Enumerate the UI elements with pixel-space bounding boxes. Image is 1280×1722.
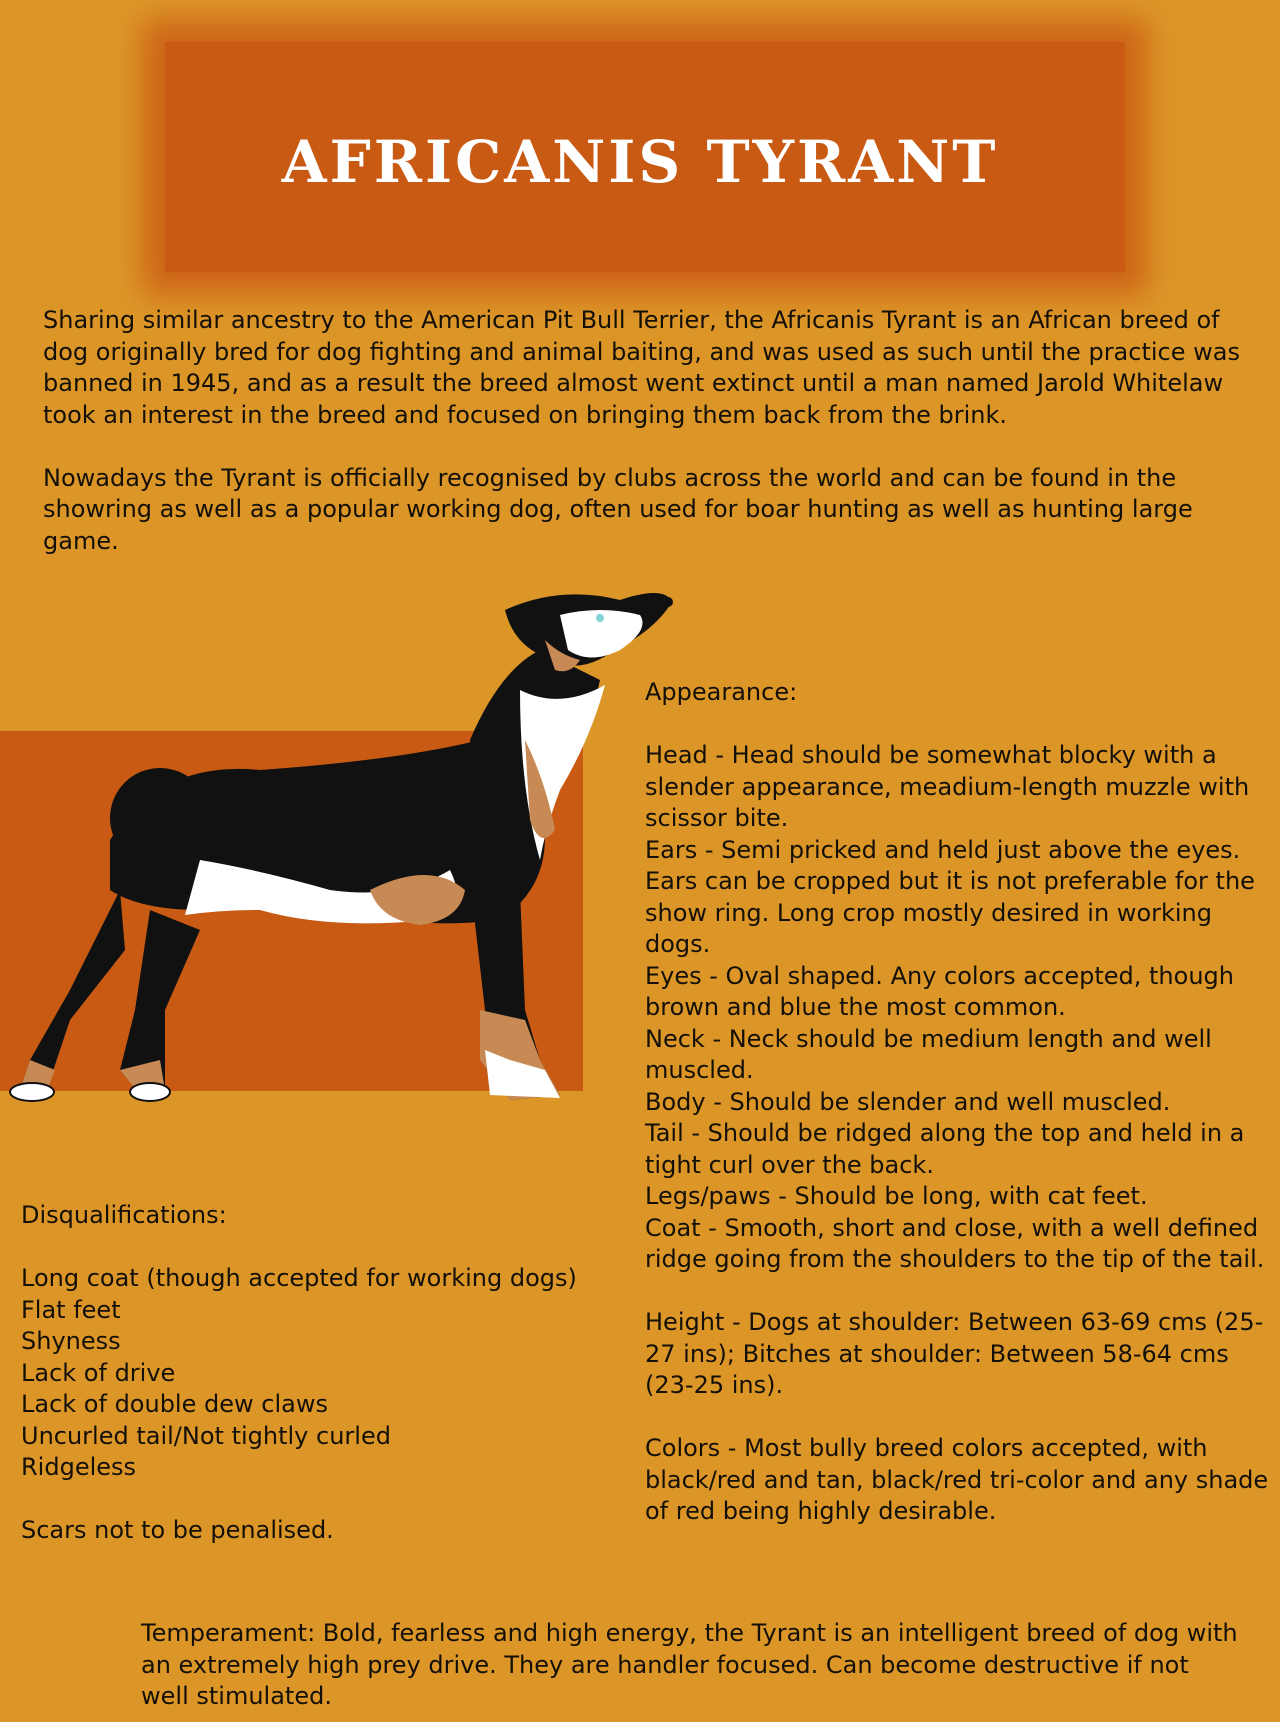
trait-legs-paws: Legs/paws - Should be long, with cat feet. — [645, 1182, 1148, 1210]
disqualification-item: Lack of double dew claws — [21, 1390, 328, 1418]
dog-illustration — [0, 590, 700, 1210]
page-title: AFRICANIS TYRANT — [281, 128, 999, 196]
disqualifications-section — [21, 1200, 581, 1547]
colors-spec: Colors - Most bully breed colors accepted, with black/red and tan, black/red tri-color and any shade of red being highly desirable. — [645, 1434, 1269, 1525]
intro-paragraph: Nowadays the Tyrant is officially recognised by clubs across the world and can be found in the showring as well as a popular working dog, often used for boar hunting as well as hunting large game. — [43, 463, 1193, 555]
disqualification-item: Flat feet — [21, 1295, 121, 1324]
trait-body: Body - Should be slender and well muscled. — [645, 1087, 1171, 1116]
temperament-text: Temperament: Bold, fearless and high energy, the Tyrant is an intelligent breed of dog with an extremely high prey drive. They are handler focused. Can become destructive if not well stimulated. — [141, 1619, 1238, 1710]
trait-neck: Neck - Neck should be medium length and well muscled. — [645, 1024, 1212, 1084]
disqualification-item: Long coat (though accepted for working dogs) — [21, 1264, 577, 1292]
disqualification-item: Shyness — [21, 1327, 121, 1355]
disqualification-note: Scars not to be penalised. — [21, 1516, 334, 1544]
disqualification-item: Uncurled tail/Not tightly curled — [21, 1421, 391, 1450]
intro-section — [43, 305, 1243, 557]
trait-tail: Tail - Should be ridged along the top and held in a tight curl over the back. — [645, 1119, 1245, 1179]
trait-eyes: Eyes - Oval shaped. Any colors accepted, though brown and blue the most common. — [645, 961, 1234, 1021]
height-spec: Height - Dogs at shoulder: Between 63-69 cms (25-27 ins); Bitches at shoulder: Between 58-64 cms (23-25 ins). — [645, 1308, 1264, 1399]
dog-nose — [663, 597, 673, 607]
intro-paragraph: Sharing similar ancestry to the American Pit Bull Terrier, the Africanis Tyrant is an African breed of dog originally bred for dog fighting and animal baiting, and was used as such until the practice was banned in 1945, and as a result the breed almost went extinct until a man named Jarold Whitelaw took an interest in the breed and focused on bringing them back from the brink. — [43, 306, 1240, 429]
disqualifications-heading: Disqualifications: — [21, 1201, 227, 1229]
temperament-section — [141, 1618, 1241, 1713]
appearance-section — [645, 677, 1280, 1528]
disqualification-item: Lack of drive — [21, 1358, 176, 1387]
trait-ears: Ears - Semi pricked and held just above the eyes. Ears can be cropped but it is not preferable for the show ring. Long crop mostly desired in working dogs. — [645, 835, 1255, 958]
appearance-heading: Appearance: — [645, 678, 798, 706]
trait-coat: Coat - Smooth, short and close, with a well defined ridge going from the shoulders to the tip of the tail. — [645, 1213, 1265, 1273]
disqualification-item: Ridgeless — [21, 1453, 137, 1481]
dog-eye — [596, 614, 604, 622]
trait-head: Head - Head should be somewhat blocky with a slender appearance, meadium-length muzzle with scissor bite. — [645, 741, 1250, 832]
